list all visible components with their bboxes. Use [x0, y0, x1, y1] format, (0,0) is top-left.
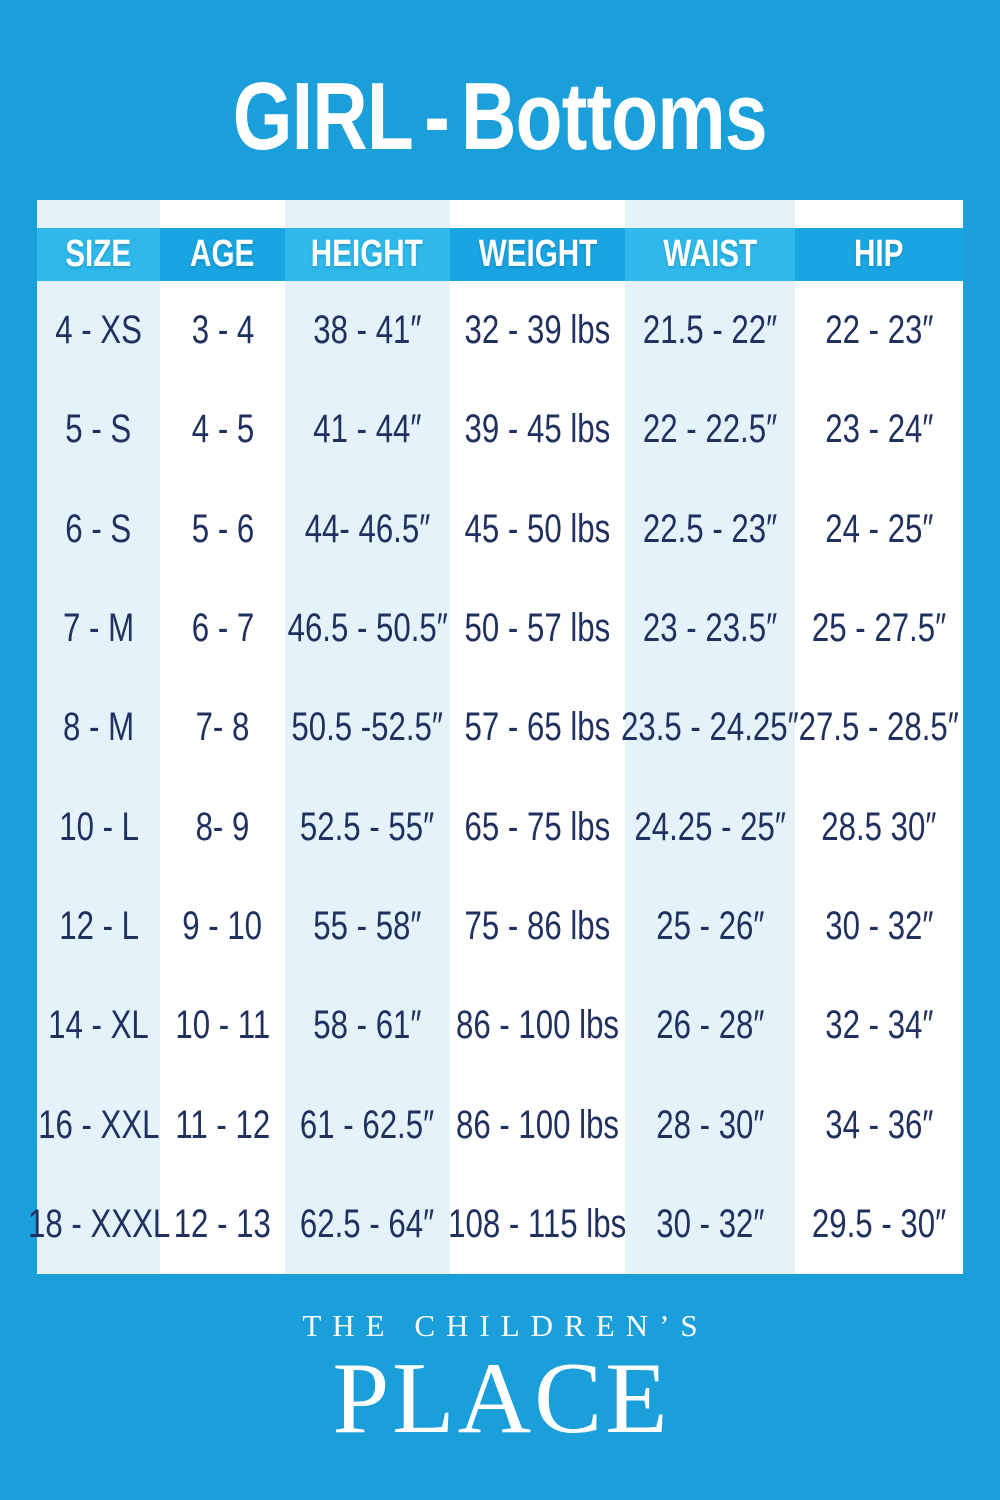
table-cell — [37, 281, 160, 380]
table-cell-value: 8- 9 — [195, 804, 250, 849]
table-cell — [160, 678, 284, 777]
column-header-label: SIZE — [65, 233, 132, 275]
table-cell-value: 29.5 - 30″ — [811, 1201, 947, 1246]
table-cell-value: 22 - 23″ — [824, 308, 934, 353]
column-strip-age — [160, 200, 284, 228]
column-strip-hip — [795, 200, 963, 228]
table-cell-value: 5 - S — [65, 407, 132, 452]
table-cell — [450, 579, 626, 678]
table-cell — [625, 778, 795, 877]
table-cell-value: 16 - XXL — [37, 1102, 160, 1147]
column-header-height — [285, 228, 450, 281]
table-cell-value: 32 - 39 lbs — [464, 308, 611, 353]
table-cell-value: 21.5 - 22″ — [643, 308, 778, 353]
table-cell — [450, 480, 626, 579]
table-cell — [285, 877, 450, 976]
size-table — [27, 200, 963, 1274]
table-cell-value: 18 - XXXL — [27, 1201, 170, 1246]
table-cell-value: 11 - 12 — [175, 1102, 270, 1147]
table-cell — [795, 579, 963, 678]
table-cell — [37, 480, 160, 579]
column-header-size — [37, 228, 160, 281]
table-cell-value: 45 - 50 lbs — [464, 506, 611, 551]
table-cell-value: 108 - 115 lbs — [448, 1201, 627, 1246]
table-cell-value: 23 - 23.5″ — [643, 606, 778, 651]
table-cell — [160, 480, 284, 579]
table-cell-value: 86 - 100 lbs — [455, 1102, 620, 1147]
table-cell — [625, 877, 795, 976]
table-cell — [285, 976, 450, 1075]
table-cell — [160, 281, 284, 380]
column-strip-size — [37, 200, 160, 228]
table-cell — [27, 1175, 170, 1274]
table-cell-value: 50 - 57 lbs — [464, 606, 611, 651]
table-cell-value: 9 - 10 — [182, 903, 263, 948]
column-strip-height — [285, 200, 450, 228]
table-cell-value: 5 - 6 — [191, 506, 254, 551]
table-cell — [285, 1175, 450, 1274]
table-cell-value: 3 - 4 — [191, 308, 254, 353]
table-cell-value: 28.5 30″ — [821, 804, 937, 849]
column-header-waist — [625, 228, 795, 281]
table-cell — [450, 877, 626, 976]
table-cell-value: 50.5 -52.5″ — [291, 705, 443, 750]
table-cell-value: 58 - 61″ — [313, 1003, 422, 1048]
table-cell — [625, 1175, 795, 1274]
table-cell-value: 7 - M — [63, 606, 135, 651]
title-bottoms: Bottoms — [461, 63, 768, 170]
table-cell — [625, 480, 795, 579]
table-cell — [37, 877, 160, 976]
table-cell-value: 39 - 45 lbs — [464, 407, 611, 452]
table-cell-value: 38 - 41″ — [313, 308, 422, 353]
table-cell — [160, 1175, 284, 1274]
table-cell-value: 65 - 75 lbs — [464, 804, 611, 849]
column-header-label: AGE — [190, 233, 255, 275]
table-cell-value: 4 - XS — [55, 308, 143, 353]
table-cell — [37, 678, 160, 777]
table-cell-value: 62.5 - 64″ — [300, 1201, 435, 1246]
table-cell-value: 12 - L — [58, 903, 139, 948]
table-cell — [450, 976, 626, 1075]
table-cell — [795, 778, 963, 877]
table-cell-value: 12 - 13 — [174, 1201, 272, 1246]
table-cell — [625, 579, 795, 678]
table-cell — [285, 480, 450, 579]
table-cell-value: 14 - XL — [48, 1003, 150, 1048]
table-cell-value: 25 - 27.5″ — [811, 606, 947, 651]
table-cell — [625, 380, 795, 479]
table-cell — [285, 778, 450, 877]
table-cell — [37, 778, 160, 877]
table-cell-value: 8 - M — [63, 705, 135, 750]
table-cell — [795, 1175, 963, 1274]
table-cell — [621, 678, 800, 777]
table-cell-value: 75 - 86 lbs — [464, 903, 611, 948]
table-cell-value: 30 - 32″ — [656, 1201, 765, 1246]
table-cell-value: 7- 8 — [195, 705, 250, 750]
table-cell — [37, 380, 160, 479]
title-separator: - — [424, 63, 450, 170]
table-cell — [625, 281, 795, 380]
table-cell — [160, 579, 284, 678]
table-cell-value: 52.5 - 55″ — [300, 804, 435, 849]
table-cell — [160, 778, 284, 877]
brand-logo — [0, 1308, 1000, 1455]
table-cell-value: 30 - 32″ — [824, 903, 934, 948]
column-header-age — [160, 228, 284, 281]
table-cell — [37, 976, 160, 1075]
table-cell — [625, 1075, 795, 1174]
table-cell — [795, 380, 963, 479]
column-strip-waist — [625, 200, 795, 228]
table-cell-value: 22.5 - 23″ — [643, 506, 778, 551]
column-header-label: HEIGHT — [311, 233, 424, 275]
table-cell-value: 25 - 26″ — [656, 903, 765, 948]
table-cell — [625, 976, 795, 1075]
page-title — [0, 58, 1000, 176]
table-cell-value: 23.5 - 24.25″ — [621, 705, 800, 750]
table-cell-value: 46.5 - 50.5″ — [287, 606, 448, 651]
table-cell-value: 27.5 - 28.5″ — [798, 705, 960, 750]
table-cell-value: 22 - 22.5″ — [643, 407, 778, 452]
table-cell — [160, 976, 284, 1075]
brand-line-the-childrens: THE CHILDREN’S — [302, 1308, 709, 1343]
table-cell — [450, 281, 626, 380]
table-cell — [285, 579, 450, 678]
table-cell — [37, 579, 160, 678]
table-cell-value: 34 - 36″ — [824, 1102, 934, 1147]
table-cell — [160, 877, 284, 976]
table-cell — [285, 678, 450, 777]
table-cell-value: 6 - S — [65, 506, 132, 551]
table-cell — [285, 1075, 450, 1174]
table-cell — [795, 976, 963, 1075]
table-cell-value: 26 - 28″ — [656, 1003, 765, 1048]
table-cell-value: 28 - 30″ — [656, 1102, 765, 1147]
table-cell-value: 10 - L — [58, 804, 139, 849]
table-cell — [160, 1075, 284, 1174]
table-cell — [160, 380, 284, 479]
table-cell-value: 23 - 24″ — [824, 407, 934, 452]
table-cell — [450, 678, 626, 777]
table-cell-value: 4 - 5 — [191, 407, 254, 452]
title-girl: GIRL — [232, 63, 414, 170]
table-cell-value: 24 - 25″ — [824, 506, 934, 551]
column-header-weight — [450, 228, 626, 281]
table-cell — [795, 877, 963, 976]
table-cell-value: 32 - 34″ — [824, 1003, 934, 1048]
table-cell-value: 61 - 62.5″ — [300, 1102, 435, 1147]
table-cell-value: 10 - 11 — [175, 1003, 270, 1048]
table-cell — [450, 1075, 626, 1174]
table-cell — [795, 1075, 963, 1174]
table-cell — [795, 678, 963, 777]
page-title-text — [233, 58, 767, 176]
column-header-label: WEIGHT — [478, 233, 597, 275]
table-cell-value: 24.25 - 25″ — [634, 804, 787, 849]
table-cell-value: 6 - 7 — [191, 606, 254, 651]
table-cell — [795, 281, 963, 380]
table-cell — [450, 380, 626, 479]
column-strip-weight — [450, 200, 626, 228]
table-cell — [450, 778, 626, 877]
table-cell-value: 41 - 44″ — [313, 407, 422, 452]
column-header-label: WAIST — [663, 233, 758, 275]
table-cell — [450, 1175, 626, 1274]
column-header-label: HIP — [854, 233, 904, 275]
column-header-hip — [795, 228, 963, 281]
table-cell — [285, 380, 450, 479]
table-cell-value: 55 - 58″ — [313, 903, 422, 948]
table-cell — [37, 1075, 160, 1174]
table-cell-value: 57 - 65 lbs — [464, 705, 611, 750]
table-cell — [285, 281, 450, 380]
table-cell-value: 86 - 100 lbs — [455, 1003, 620, 1048]
brand-line-place: PLACE — [332, 1342, 671, 1455]
table-cell-value: 44- 46.5″ — [304, 506, 430, 551]
table-cell — [795, 480, 963, 579]
